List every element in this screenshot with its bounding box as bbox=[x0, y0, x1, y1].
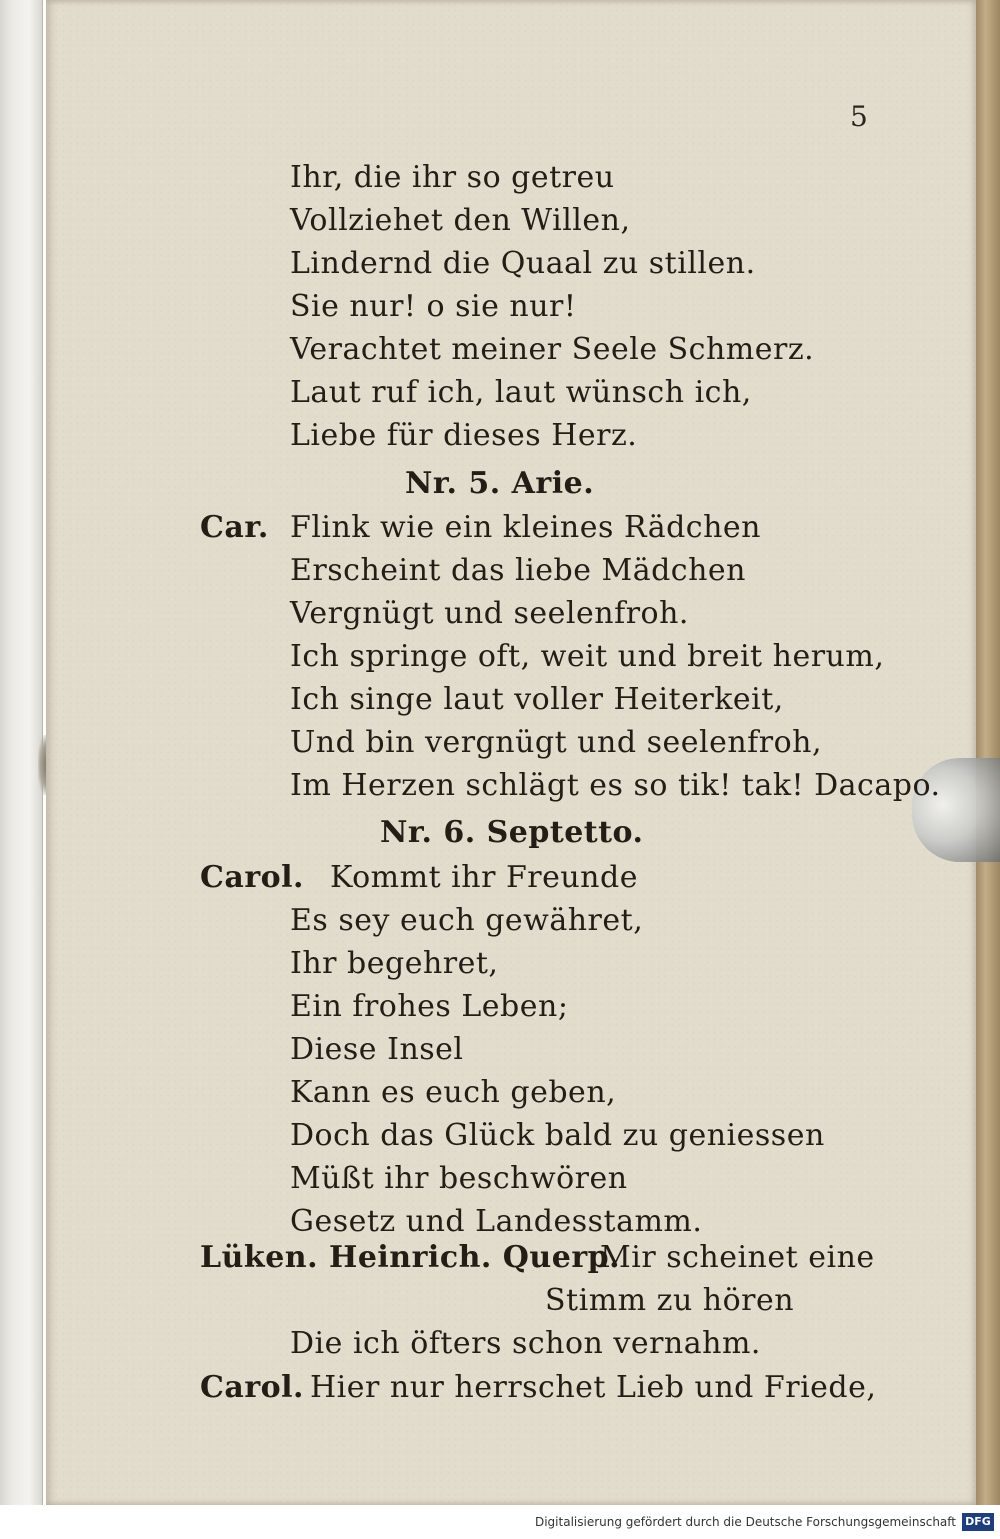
verse-line: Es sey euch gewähret, bbox=[290, 903, 644, 938]
speaker-name: Car. bbox=[200, 510, 269, 545]
verse-line: Mir scheinet eine bbox=[600, 1240, 875, 1275]
page-right-edge bbox=[976, 0, 1000, 1505]
left-page-edge bbox=[0, 0, 43, 1505]
verse-line: Müßt ihr beschwören bbox=[290, 1161, 628, 1196]
verse-line: Flink wie ein kleines Rädchen bbox=[290, 510, 762, 545]
verse-line: Kommt ihr Freunde bbox=[330, 860, 638, 895]
verse-line: Ihr, die ihr so getreu bbox=[290, 160, 615, 195]
speaker-name: Carol. bbox=[200, 1370, 304, 1405]
verse-line: Die ich öfters schon vernahm. bbox=[290, 1326, 761, 1361]
verse-line: Erscheint das liebe Mädchen bbox=[290, 553, 746, 588]
verse-line: Doch das Glück bald zu geniessen bbox=[290, 1118, 825, 1153]
verse-line: Gesetz und Landesstamm. bbox=[290, 1204, 703, 1239]
page-number: 5 bbox=[850, 100, 868, 133]
verse-line: Vollziehet den Willen, bbox=[290, 203, 631, 238]
footer-credit: Digitalisierung gefördert durch die Deutsche Forschungsgemeinschaft bbox=[534, 1515, 956, 1529]
verse-line: Im Herzen schlägt es so tik! tak! Dacapo. bbox=[290, 768, 941, 803]
verse-line: Und bin vergnügt und seelenfroh, bbox=[290, 725, 823, 760]
section-heading-arie: Nr. 5. Arie. bbox=[405, 466, 595, 501]
verse-line: Sie nur! o sie nur! bbox=[290, 289, 577, 324]
verse-line: Liebe für dieses Herz. bbox=[290, 418, 638, 453]
verse-line: Ich springe oft, weit und breit herum, bbox=[290, 639, 885, 674]
verse-line: Kann es euch geben, bbox=[290, 1075, 617, 1110]
section-heading-septetto: Nr. 6. Septetto. bbox=[380, 815, 644, 850]
speaker-name: Carol. bbox=[200, 860, 304, 895]
verse-line: Vergnügt und seelenfroh. bbox=[290, 596, 689, 631]
speaker-name: Lüken. Heinrich. Querp. bbox=[200, 1240, 621, 1275]
dfg-logo-icon: DFG bbox=[962, 1513, 994, 1531]
verse-line: Verachtet meiner Seele Schmerz. bbox=[290, 332, 815, 367]
verse-line: Hier nur herrschet Lieb und Friede, bbox=[310, 1370, 877, 1405]
verse-line: Ihr begehret, bbox=[290, 946, 499, 981]
verse-line: Diese Insel bbox=[290, 1032, 464, 1067]
verse-line: Stimm zu hören bbox=[545, 1283, 795, 1318]
verse-line: Lindernd die Quaal zu stillen. bbox=[290, 246, 756, 281]
verse-line: Laut ruf ich, laut wünsch ich, bbox=[290, 375, 752, 410]
footer-bar bbox=[0, 1505, 1000, 1539]
verse-line: Ein frohes Leben; bbox=[290, 989, 569, 1024]
verse-line: Ich singe laut voller Heiterkeit, bbox=[290, 682, 784, 717]
